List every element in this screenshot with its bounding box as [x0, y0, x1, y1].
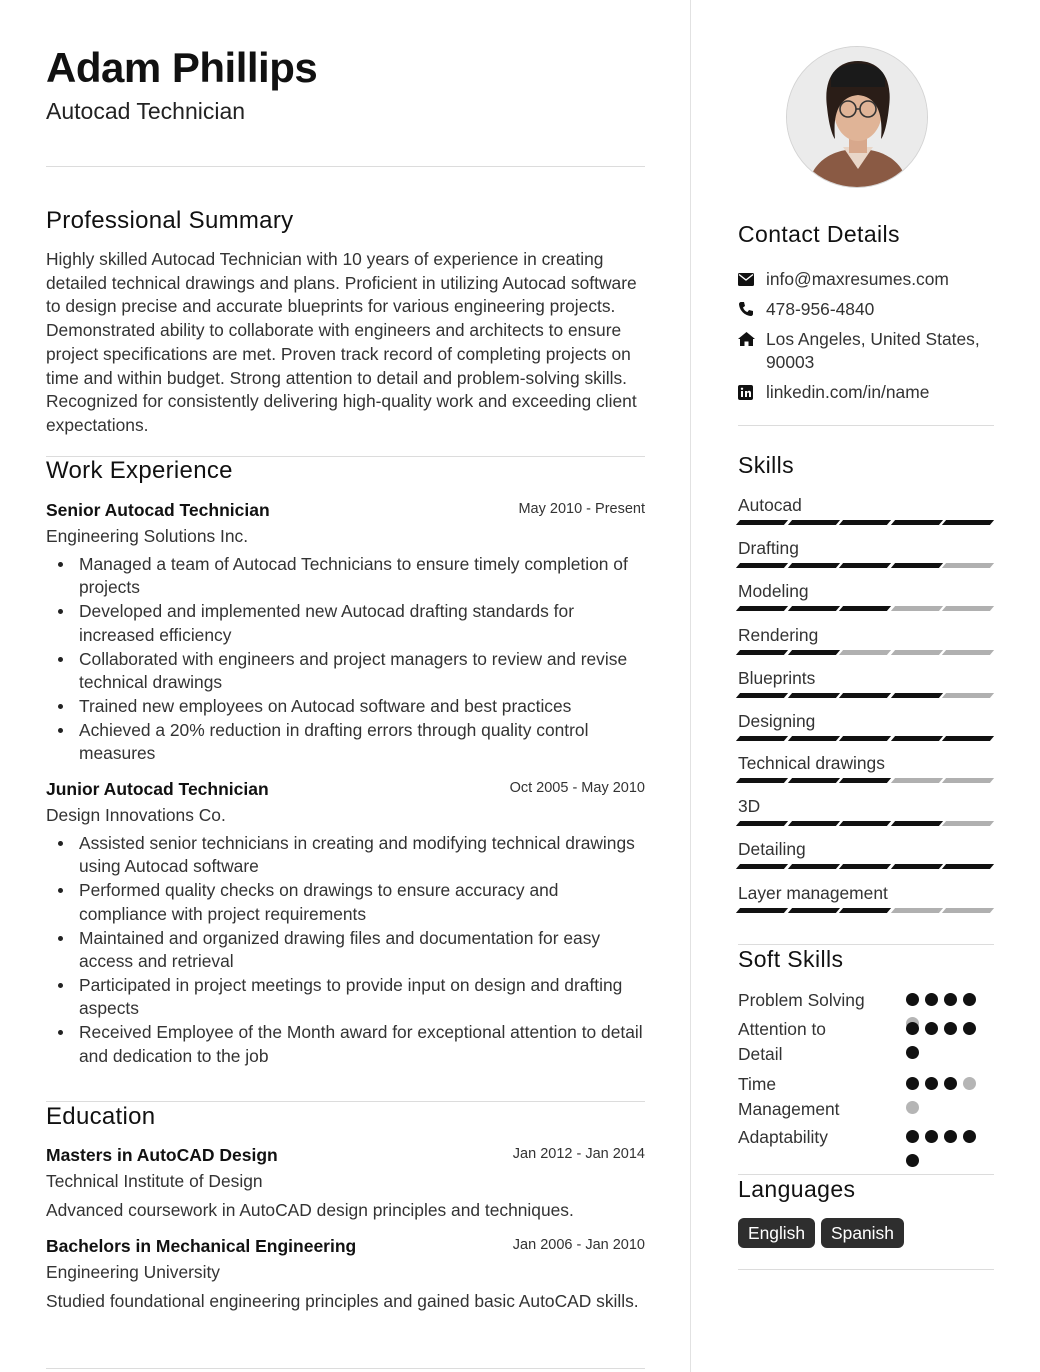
skill-level-segment: [891, 606, 943, 611]
skill-level-segment: [736, 650, 788, 655]
skill-item: [738, 494, 994, 525]
skill-name: Layer management: [738, 883, 888, 903]
skill-level-segment: [787, 520, 839, 525]
skill-level-segment: [942, 821, 994, 826]
skill-level-segment: [787, 563, 839, 568]
soft-skill-rating: [906, 1077, 986, 1114]
skill-level-bar: [738, 821, 994, 826]
skill-level-segment: [839, 693, 891, 698]
skill-name: Modeling: [738, 581, 809, 601]
skill-level-segment: [736, 821, 788, 826]
skill-name: Autocad: [738, 495, 802, 515]
skill-level-segment: [942, 736, 994, 741]
education-description: Studied foundational engineering principles and gained basic AutoCAD skills.: [46, 1291, 639, 1311]
education-degree: Masters in AutoCAD Design: [46, 1145, 278, 1165]
contact-heading: Contact Details: [738, 221, 900, 247]
rating-dot: [944, 993, 957, 1006]
skill-level-segment: [942, 650, 994, 655]
education-school: Technical Institute of Design: [46, 1171, 263, 1191]
rating-dot: [906, 1154, 919, 1167]
skill-name: Designing: [738, 711, 816, 731]
envelope-icon: [738, 268, 766, 290]
skill-level-segment: [736, 563, 788, 568]
skill-level-segment: [891, 821, 943, 826]
language-badge: English: [738, 1218, 815, 1248]
skill-level-segment: [942, 606, 994, 611]
skill-level-segment: [891, 736, 943, 741]
contact-email-text: info@maxresumes.com: [766, 269, 949, 289]
skill-level-segment: [942, 778, 994, 783]
skill-level-bar: [738, 864, 994, 869]
skills-heading: Skills: [738, 452, 795, 478]
job-bullet: Achieved a 20% reduction in drafting errors through quality control measures: [46, 719, 645, 766]
languages-list: [738, 1218, 904, 1248]
summary-heading: Professional Summary: [46, 207, 294, 234]
skill-level-segment: [891, 908, 943, 913]
skill-level-segment: [839, 736, 891, 741]
skill-level-segment: [942, 864, 994, 869]
contact-divider: [738, 425, 994, 426]
education-degree: Bachelors in Mechanical Engineering: [46, 1236, 357, 1256]
skill-level-bar: [738, 563, 994, 568]
job-bullet: Assisted senior technicians in creating and modifying technical drawings using Autocad software: [46, 832, 645, 879]
skill-level-segment: [787, 821, 839, 826]
job-company: Design Innovations Co.: [46, 805, 226, 825]
skill-level-segment: [736, 520, 788, 525]
skill-item: [738, 838, 994, 869]
phone-icon: [738, 298, 766, 320]
rating-dot: [906, 1077, 919, 1090]
skill-level-segment: [891, 693, 943, 698]
skill-level-segment: [736, 864, 788, 869]
skill-item: [738, 580, 994, 611]
education-description: Advanced coursework in AutoCAD design principles and techniques.: [46, 1200, 574, 1220]
home-icon: [738, 328, 766, 350]
skill-level-segment: [787, 736, 839, 741]
job-bullets: [46, 553, 645, 766]
skill-level-segment: [891, 864, 943, 869]
job-bullet: Managed a team of Autocad Technicians to ensure timely completion of projects: [46, 553, 645, 600]
soft-skill-rating: [906, 1022, 986, 1059]
skill-level-segment: [942, 908, 994, 913]
education-entry: [46, 1236, 645, 1313]
education-divider: [46, 1368, 645, 1369]
contact-phone-text: 478-956-4840: [766, 299, 875, 319]
soft-skill-name: Attention to Detail: [738, 1019, 826, 1064]
job-entry: [46, 500, 645, 766]
skill-item: [738, 795, 994, 826]
skill-level-segment: [891, 520, 943, 525]
language-badge: Spanish: [821, 1218, 904, 1248]
job-bullet: Performed quality checks on drawings to ensure accuracy and compliance with project requirements: [46, 879, 645, 926]
skill-level-segment: [839, 563, 891, 568]
rating-dot: [906, 993, 919, 1006]
skill-item: [738, 752, 994, 783]
skill-name: Blueprints: [738, 668, 816, 688]
skill-level-segment: [891, 650, 943, 655]
skill-level-segment: [787, 778, 839, 783]
skill-level-segment: [787, 650, 839, 655]
job-entry: [46, 779, 645, 1069]
skill-name: Technical drawings: [738, 753, 885, 773]
rating-dot: [963, 1077, 976, 1090]
job-bullet: Received Employee of the Month award for exceptional attention to detail and dedication to the job: [46, 1021, 645, 1068]
avatar-icon: [787, 47, 928, 188]
skill-level-bar: [738, 736, 994, 741]
skill-level-bar: [738, 650, 994, 655]
candidate-title: Autocad Technician: [46, 98, 246, 124]
education-entry: [46, 1145, 645, 1222]
skill-level-segment: [736, 908, 788, 913]
rating-dot: [925, 1022, 938, 1035]
soft-skills-heading: Soft Skills: [738, 946, 844, 972]
job-dates: May 2010 - Present: [518, 501, 645, 517]
rating-dot: [906, 1046, 919, 1059]
contact-linkedin-text: linkedin.com/in/name: [766, 382, 930, 402]
skill-level-segment: [787, 908, 839, 913]
job-company: Engineering Solutions Inc.: [46, 526, 249, 546]
job-dates: Oct 2005 - May 2010: [509, 780, 645, 796]
skill-level-segment: [736, 606, 788, 611]
job-role: Junior Autocad Technician: [46, 779, 269, 799]
rating-dot: [944, 1130, 957, 1143]
education-dates: Jan 2012 - Jan 2014: [512, 1146, 645, 1162]
job-bullets: [46, 832, 645, 1068]
job-role: Senior Autocad Technician: [46, 500, 270, 520]
soft-skill-name: Problem Solving: [738, 990, 865, 1010]
contact-address-text: Los Angeles, United States, 90003: [766, 329, 980, 372]
skill-level-bar: [738, 520, 994, 525]
rating-dot: [944, 1022, 957, 1035]
experience-heading: Work Experience: [46, 457, 233, 484]
skill-level-segment: [891, 778, 943, 783]
skill-level-segment: [839, 520, 891, 525]
rating-dot: [963, 1022, 976, 1035]
skill-level-segment: [891, 563, 943, 568]
skill-item: [738, 710, 994, 741]
skill-level-segment: [736, 693, 788, 698]
skill-level-segment: [736, 778, 788, 783]
contact-phone[interactable]: [738, 298, 994, 321]
skill-level-segment: [942, 693, 994, 698]
soft-skill-rating: [906, 1130, 986, 1167]
skill-name: Rendering: [738, 625, 819, 645]
rating-dot: [925, 1130, 938, 1143]
skill-level-segment: [839, 821, 891, 826]
skill-item: [738, 537, 994, 568]
skill-level-segment: [839, 650, 891, 655]
job-bullet: Developed and implemented new Autocad drafting standards for increased efficiency: [46, 600, 645, 647]
rating-dot: [925, 993, 938, 1006]
rating-dot: [963, 1130, 976, 1143]
skill-level-segment: [839, 778, 891, 783]
soft-skills-divider: [738, 1174, 994, 1175]
skill-level-segment: [787, 606, 839, 611]
skill-level-segment: [787, 693, 839, 698]
education-heading: Education: [46, 1103, 156, 1130]
candidate-name: Adam Phillips: [46, 44, 318, 91]
skill-level-segment: [736, 736, 788, 741]
skill-level-segment: [839, 864, 891, 869]
header-divider: [46, 166, 645, 167]
rating-dot: [963, 993, 976, 1006]
contact-email[interactable]: [738, 268, 994, 291]
skill-name: 3D: [738, 796, 761, 816]
contact-linkedin[interactable]: [738, 381, 994, 404]
rating-dot: [906, 1130, 919, 1143]
skill-level-bar: [738, 693, 994, 698]
soft-skill-name: Time Management: [738, 1074, 840, 1119]
contact-address: [738, 328, 994, 374]
job-bullet: Collaborated with engineers and project managers to review and revise technical drawings: [46, 648, 645, 695]
skill-level-segment: [839, 606, 891, 611]
skill-level-segment: [942, 520, 994, 525]
skills-divider: [738, 944, 994, 945]
column-divider: [690, 0, 691, 1372]
skill-level-segment: [787, 864, 839, 869]
skill-level-bar: [738, 778, 994, 783]
experience-divider: [46, 1101, 645, 1102]
skill-item: [738, 667, 994, 698]
skill-level-bar: [738, 908, 994, 913]
education-dates: Jan 2006 - Jan 2010: [512, 1237, 645, 1253]
profile-photo: [786, 46, 928, 188]
soft-skill-name: Adaptability: [738, 1127, 828, 1147]
skill-name: Drafting: [738, 538, 799, 558]
rating-dot: [925, 1077, 938, 1090]
skill-level-segment: [942, 563, 994, 568]
skill-item: [738, 624, 994, 655]
linkedin-icon: [738, 381, 766, 403]
education-school: Engineering University: [46, 1262, 220, 1282]
languages-heading: Languages: [738, 1176, 856, 1202]
rating-dot: [906, 1022, 919, 1035]
rating-dot: [944, 1077, 957, 1090]
skill-level-segment: [839, 908, 891, 913]
languages-divider: [738, 1269, 994, 1270]
skill-level-bar: [738, 606, 994, 611]
job-bullet: Trained new employees on Autocad software and best practices: [46, 695, 645, 718]
rating-dot: [906, 1101, 919, 1114]
skill-name: Detailing: [738, 839, 806, 859]
summary-text: Highly skilled Autocad Technician with 10 years of experience in creating detailed technical drawings and plans. Proficient in utilizing Autocad software to design precise and accurate blueprints for various engineering projects. Demonstrated ability to collaborate with engineers and architects to ensure project specifications are met. Proven track record of completing projects on time and within budget. Strong attention to detail and problem-solving skills. Recognized for consistently delivering high-quality work and exceeding client expectations.: [46, 249, 637, 435]
skill-item: [738, 882, 994, 913]
job-bullet: Maintained and organized drawing files and documentation for easy access and retrieval: [46, 927, 645, 974]
job-bullet: Participated in project meetings to provide input on design and drafting aspects: [46, 974, 645, 1021]
